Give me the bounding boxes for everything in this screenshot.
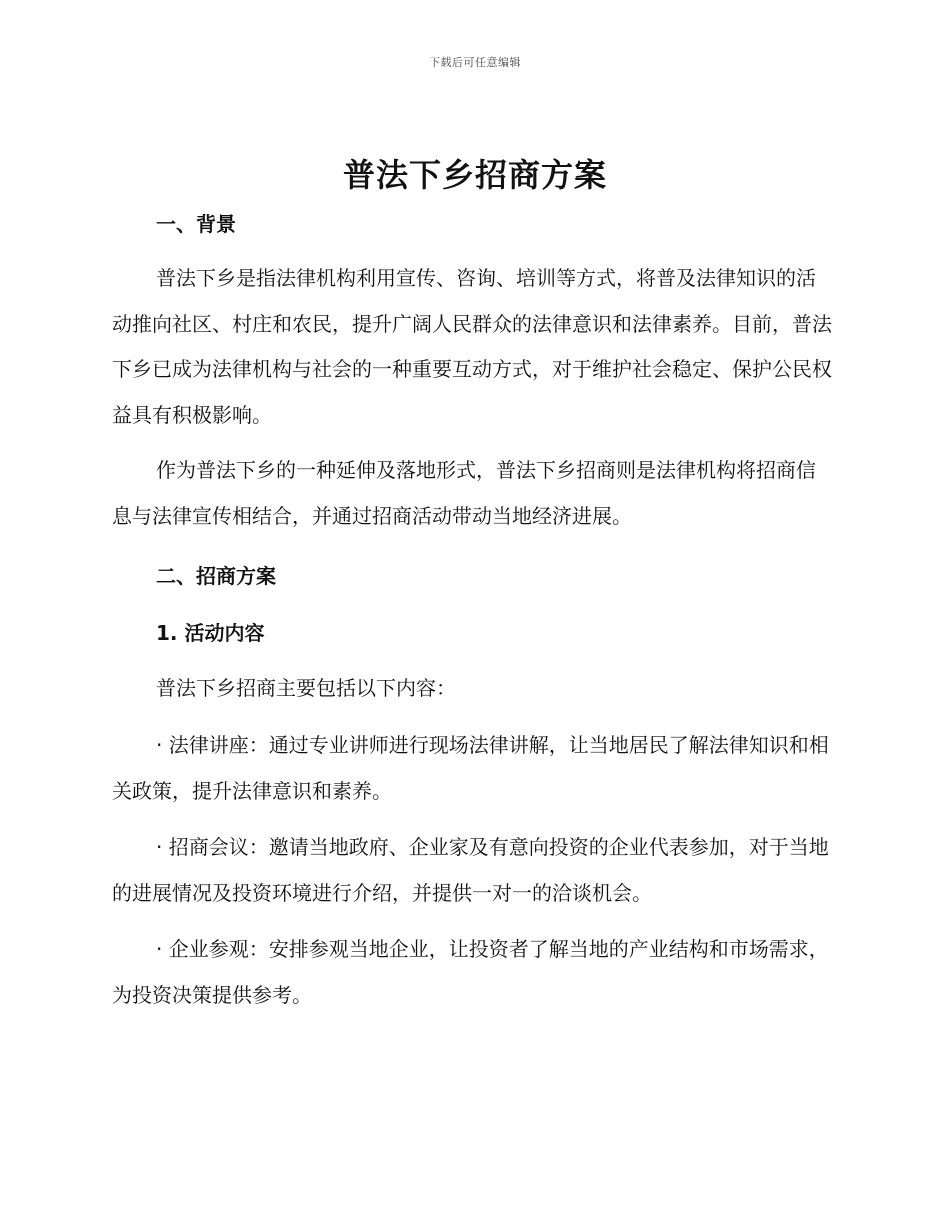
section-heading-background: 一、背景: [156, 212, 236, 236]
bullet-enterprise-visit: · 企业参观：安排参观当地企业，让投资者了解当地的产业结构和市场需求，为投资决策提供参考。: [112, 937, 829, 1007]
paragraph-activity-intro: 普法下乡招商主要包括以下内容：: [156, 676, 456, 700]
section-heading-plan: 二、招商方案: [156, 564, 276, 588]
header-note: 下载后可任意编辑: [429, 56, 521, 69]
bullet-legal-lecture: · 法律讲座：通过专业讲师进行现场法律讲解，让当地居民了解法律知识和相关政策，提升法律意识和素养。: [112, 733, 829, 803]
document-title: 普法下乡招商方案: [342, 156, 607, 194]
paragraph-background-1: 普法下乡是指法律机构利用宣传、咨询、培训等方式，将普及法律知识的活动推向社区、村庄和农民，提升广阔人民群众的法律意识和法律素养。目前，普法下乡已成为法律机构与社会的一种重要互动方式，对于维护社会稳定、保护公民权益具有积极影响。: [112, 266, 832, 427]
bullet-investment-meeting: · 招商会议：邀请当地政府、企业家及有意向投资的企业代表参加，对于当地的进展情况及投资环境进行介绍，并提供一对一的洽谈机会。: [112, 835, 829, 905]
subsection-heading-activity: 1. 活动内容: [156, 621, 265, 645]
paragraph-background-2: 作为普法下乡的一种延伸及落地形式，普法下乡招商则是法律机构将招商信息与法律宣传相结合，并通过招商活动带动当地经济进展。: [112, 458, 816, 528]
